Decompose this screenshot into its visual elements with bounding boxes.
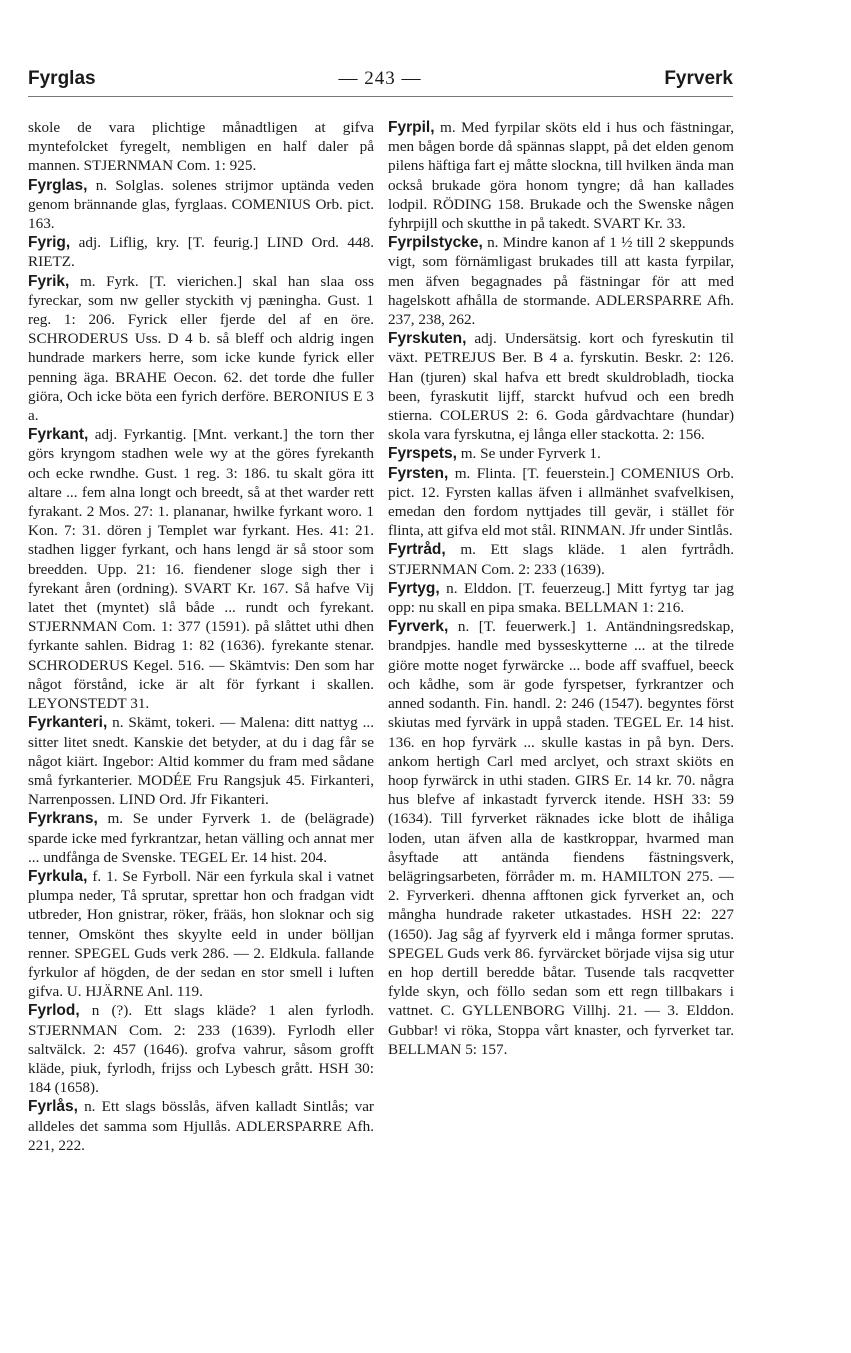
entry-lemma: Fyrverk,: [388, 618, 449, 636]
entry-text: adj. Fyrkantig. [Mnt. verkant.] the torn ther görs kryngom stadhen wele wy at the göres fyrekanth och ecke rwndhe. Gust. 1 reg. 3: 186. tu skalt göra itt altare ... fem alna longt och breedt, så at thet warder rett fyrakant. 2 Mos. 27: 1. plananar, hwilke fyrkant woro. 1 Kon. 7: 31. dören j Templet war fyrkant. Hes. 41: 21. stadhen ligger fyrkant, och hans lengd är så stoor som breedden. Upp. 21: 16. fiendener sloge sigh ther i fyrekant åren (ordning). SVART Kr. 167. Så hafve Vij latet thet (myntet) slå både ... rundt och fyrekant. STJERNMAN Com. 1: 377 (1591). på slåttet uthi dhen fyrkante sahlen. Bidrag 1: 82 (1636). fyrekante stenar. SCHRODERUS Kegel. 516. — Skämtvis: Den som har något förstånd, icke är alt för fyrkant i skallen. LEYONSTEDT 31.: [28, 426, 374, 713]
entry-text: skole de vara plichtige månadtligen at gifva myntefolcket fyregelt, nembligen en half daler på mannen. STJERNMAN Com. 1: 925.: [28, 119, 374, 175]
dictionary-entry: [388, 444, 734, 463]
dictionary-entry: [28, 1001, 374, 1097]
entry-text: adj. Liflig, kry. [T. feurig.] LIND Ord. 448. RIETZ.: [28, 234, 374, 271]
dictionary-entry: [388, 464, 734, 541]
dictionary-entry: [388, 579, 734, 617]
entry-lemma: Fyrkanteri,: [28, 714, 108, 732]
entry-lemma: Fyrtyg,: [388, 579, 440, 597]
right-running-headword: Fyrverk: [664, 68, 733, 89]
dictionary-entry: [388, 329, 734, 444]
entry-text: f. 1. Se Fyrboll. När een fyrkula skal i vatnet plumpa neder, Tå sprutar, sprettar hon och fradgan vidt utbreder, Hon gnistrar, röker, frääs, hon sloknar och sig tenner, Omskönt thes skyylte eeld in under bölljan renner. SPEGEL Guds verk 286. — 2. Eldkula. fallande fyrkulor af högden, de der sedan en stor smell i luften gifva. U. HJÄRNE Anl. 119.: [28, 867, 374, 1001]
entry-lemma: Fyrtråd,: [388, 541, 446, 559]
entry-lemma: Fyrglas,: [28, 176, 88, 194]
dictionary-entry: [28, 176, 374, 234]
dictionary-entry: [388, 233, 734, 329]
entry-lemma: Fyrik,: [28, 272, 70, 290]
entry-lemma: Fyrkant,: [28, 426, 89, 444]
entry-text: m. Se under Fyrverk 1. de (belägrade) sparde icke med fyrkrantzar, hetan välling och annat mer ... undfånga de Svenske. TEGEL Er. 14 hist. 204.: [28, 810, 374, 866]
dictionary-entry: [28, 1097, 374, 1155]
dictionary-entry: [28, 867, 374, 1001]
entry-lemma: Fyrkula,: [28, 867, 88, 885]
dictionary-entry: [388, 617, 734, 1059]
dictionary-entry: [28, 713, 374, 809]
dictionary-entry: [28, 425, 374, 713]
dictionary-entry: [388, 540, 734, 578]
entry-text: n. [T. feuerwerk.] 1. Antändningsredskap, brandpjes. handle med bysseskytterne ... at the tilrede giöre motte noget fyrwärcke ... bode aff svaffuel, beeck och kådhe, som är gode fyrspetser, fyrkrantzer och anned sodanth. Fin. handl. 2: 246 (1547). begyntes först skiutas med fyrvärk in uppå staden. TEGEL Er. 14 hist. 136. en hop fyrvärk ... skulle kastas in på byn. Ders. ankom hertigh Carl med arclyet, och straxt skiöts en hoop fyrwärck in uthi staden. GIRS Er. 14 kr. 70. några hus blefve af inkastadt fyrverck itende. HSH 33: 59 (1634). Till fyrverket räknades icke blott de ihåliga loden, utan äfven alla de kastkroppar, hvarmed man åsyftade att antända fiendens fästningsverk, belägringsarbeten, förråder m. m. HAMILTON 275. — 2. Fyrverkeri. dhenna afftonen gick fyrverket an, och månghа hundrade raketer utkastades. HSH 22: 227 (1650). Jag såg af fyyrverk eld i många former sprutas. SPEGEL Guds verk 86. fyrvärcket började vijsa sig utur en hop dertill beredde båtar. Tusende tals racqvetter fylde skyn, och föllo sedan som ett regn tillbakars i vattnet. C. GYLLENBORG Villhj. 21. — 3. Elddon. Gubbar! vi röka, Stoppa vårt knaster, och fyrverket tar. BELLMAN 5: 157.: [388, 618, 734, 1058]
dictionary-entry: [28, 272, 374, 426]
entry-lemma: Fyrlod,: [28, 1002, 80, 1020]
header-rule: [28, 96, 733, 97]
page-number: — 243 —: [338, 68, 422, 89]
entry-text: n. Mindre kanon af 1 ½ till 2 skeppunds vigt, som förnämligast brukades till att kasta fyrpilar, men äfven begagnades på fästningar för att med hagelskott afhålla de stormande. ADLERSPARRE Afh. 237, 238, 262.: [388, 234, 734, 329]
entry-text: m. Flinta. [T. feuerstein.] COMENIUS Orb. pict. 12. Fyrsten kallas äfven i allmänhet svafvelkisen, emedan den fordom nyttjades till gevär, i stället för flinta, att gifva eld mot stål. RINMAN. Jfr under Sintlås.: [388, 464, 734, 540]
entry-text: n. Solglas. solenes strijmor uptända veden genom brännande glas, fyrglaas. COMENIUS Orb. pict. 163.: [28, 176, 374, 233]
entry-lemma: Fyrpilstycke,: [388, 234, 483, 252]
left-column: [28, 118, 374, 1155]
entry-text: m. Ett slags kläde. 1 alen fyrtrådh. STJERNMAN Com. 2: 233 (1639).: [388, 541, 734, 578]
dictionary-entry: [28, 118, 374, 176]
entry-text: n. Elddon. [T. feuerzeug.] Mitt fyrtyg tar jag opp: nu skall en pipa smaka. BELLMAN 1: 216.: [388, 579, 734, 617]
entry-text: adj. Undersätsig. kort och fyreskutin til växt. PETREJUS Ber. B 4 a. fyrskutin. Beskr. 2: 126. Han (tjuren) skal hafva ett bredt skuldrobladh, tiocka been, fyraskutit lijff, starckt hufvud och een bredh stierna. COLERUS 2: 6. Goda gårdvachtare (hundar) skola vara fyrskutna, ej långa eller stackotta. 2: 156.: [388, 330, 734, 444]
entry-lemma: Fyrskuten,: [388, 330, 467, 348]
left-running-headword: Fyrglas: [28, 68, 96, 89]
dictionary-entry: [28, 233, 374, 271]
right-column: [388, 118, 734, 1059]
entry-text: m. Se under Fyrverk 1.: [456, 445, 601, 463]
entry-text: m. Fyrk. [T. vierichen.] skal han slaa oss fyreckar, som nw geller styckith vj pæningha. Gust. 1 reg. 1: 206. Fyrick eller fjerde del af en öre. SCHRODERUS Uss. D 4 b. så bleff och aldrig ingen hundrade markers herre, som icke kunde fyrick eller penning äga. BRAHE Oecon. 62. det torde dhe fuller giöra, Och icke böta een fyrich derföre. BERONIUS E 3 a.: [28, 272, 374, 425]
entry-lemma: Fyrkrans,: [28, 810, 98, 828]
dictionary-entry: [388, 118, 734, 233]
entry-text: n. Ett slags bösslås, äfven kalladt Sintlås; var alldeles det samma som Hjullås. ADLERSPARRE Afh. 221, 222.: [28, 1098, 374, 1154]
entry-text: m. Med fyrpilar sköts eld i hus och fästningar, men bågen borde då spännas slappt, på det elden genom pilens häftiga fart ej måtte slockna, till hvilken ända man också brukade göra honom tyngre; då han kallades lodpil. RÖDING 158. Brukade och the Swenske någen fyhrpijll och skutthe in på takedt. SVART Kr. 33.: [388, 119, 734, 233]
entry-text: n (?). Ett slags kläde? 1 alen fyrlodh. STJERNMAN Com. 2: 233 (1639). Fyrlodh eller saltvälck. 2: 457 (1646). grofva vahrur, såsom grofft kläde, piuk, fyrlodh, frijss och Lybesch grått. HSH 30: 184 (1658).: [28, 1002, 374, 1097]
entry-lemma: Fyrlås,: [28, 1098, 78, 1116]
entry-text: n. Skämt, tokeri. — Malena: ditt nattyg ... sitter litet snedt. Kanskie det betyder, at du i dag får se något kiärt. Ingebor: Altid kommer du fram med sådane små fyrkanterier. MODÉE Fru Rangsjuk 45. Firkanteri, Narrenpossen. LIND Ord. Jfr Fikanteri.: [28, 714, 374, 809]
dictionary-entry: [28, 809, 374, 867]
entry-lemma: Fyrpil,: [388, 119, 435, 136]
entry-lemma: Fyrspets,: [388, 445, 457, 463]
page-header: [28, 68, 733, 90]
entry-lemma: Fyrig,: [28, 234, 71, 252]
entry-lemma: Fyrsten,: [388, 464, 449, 482]
